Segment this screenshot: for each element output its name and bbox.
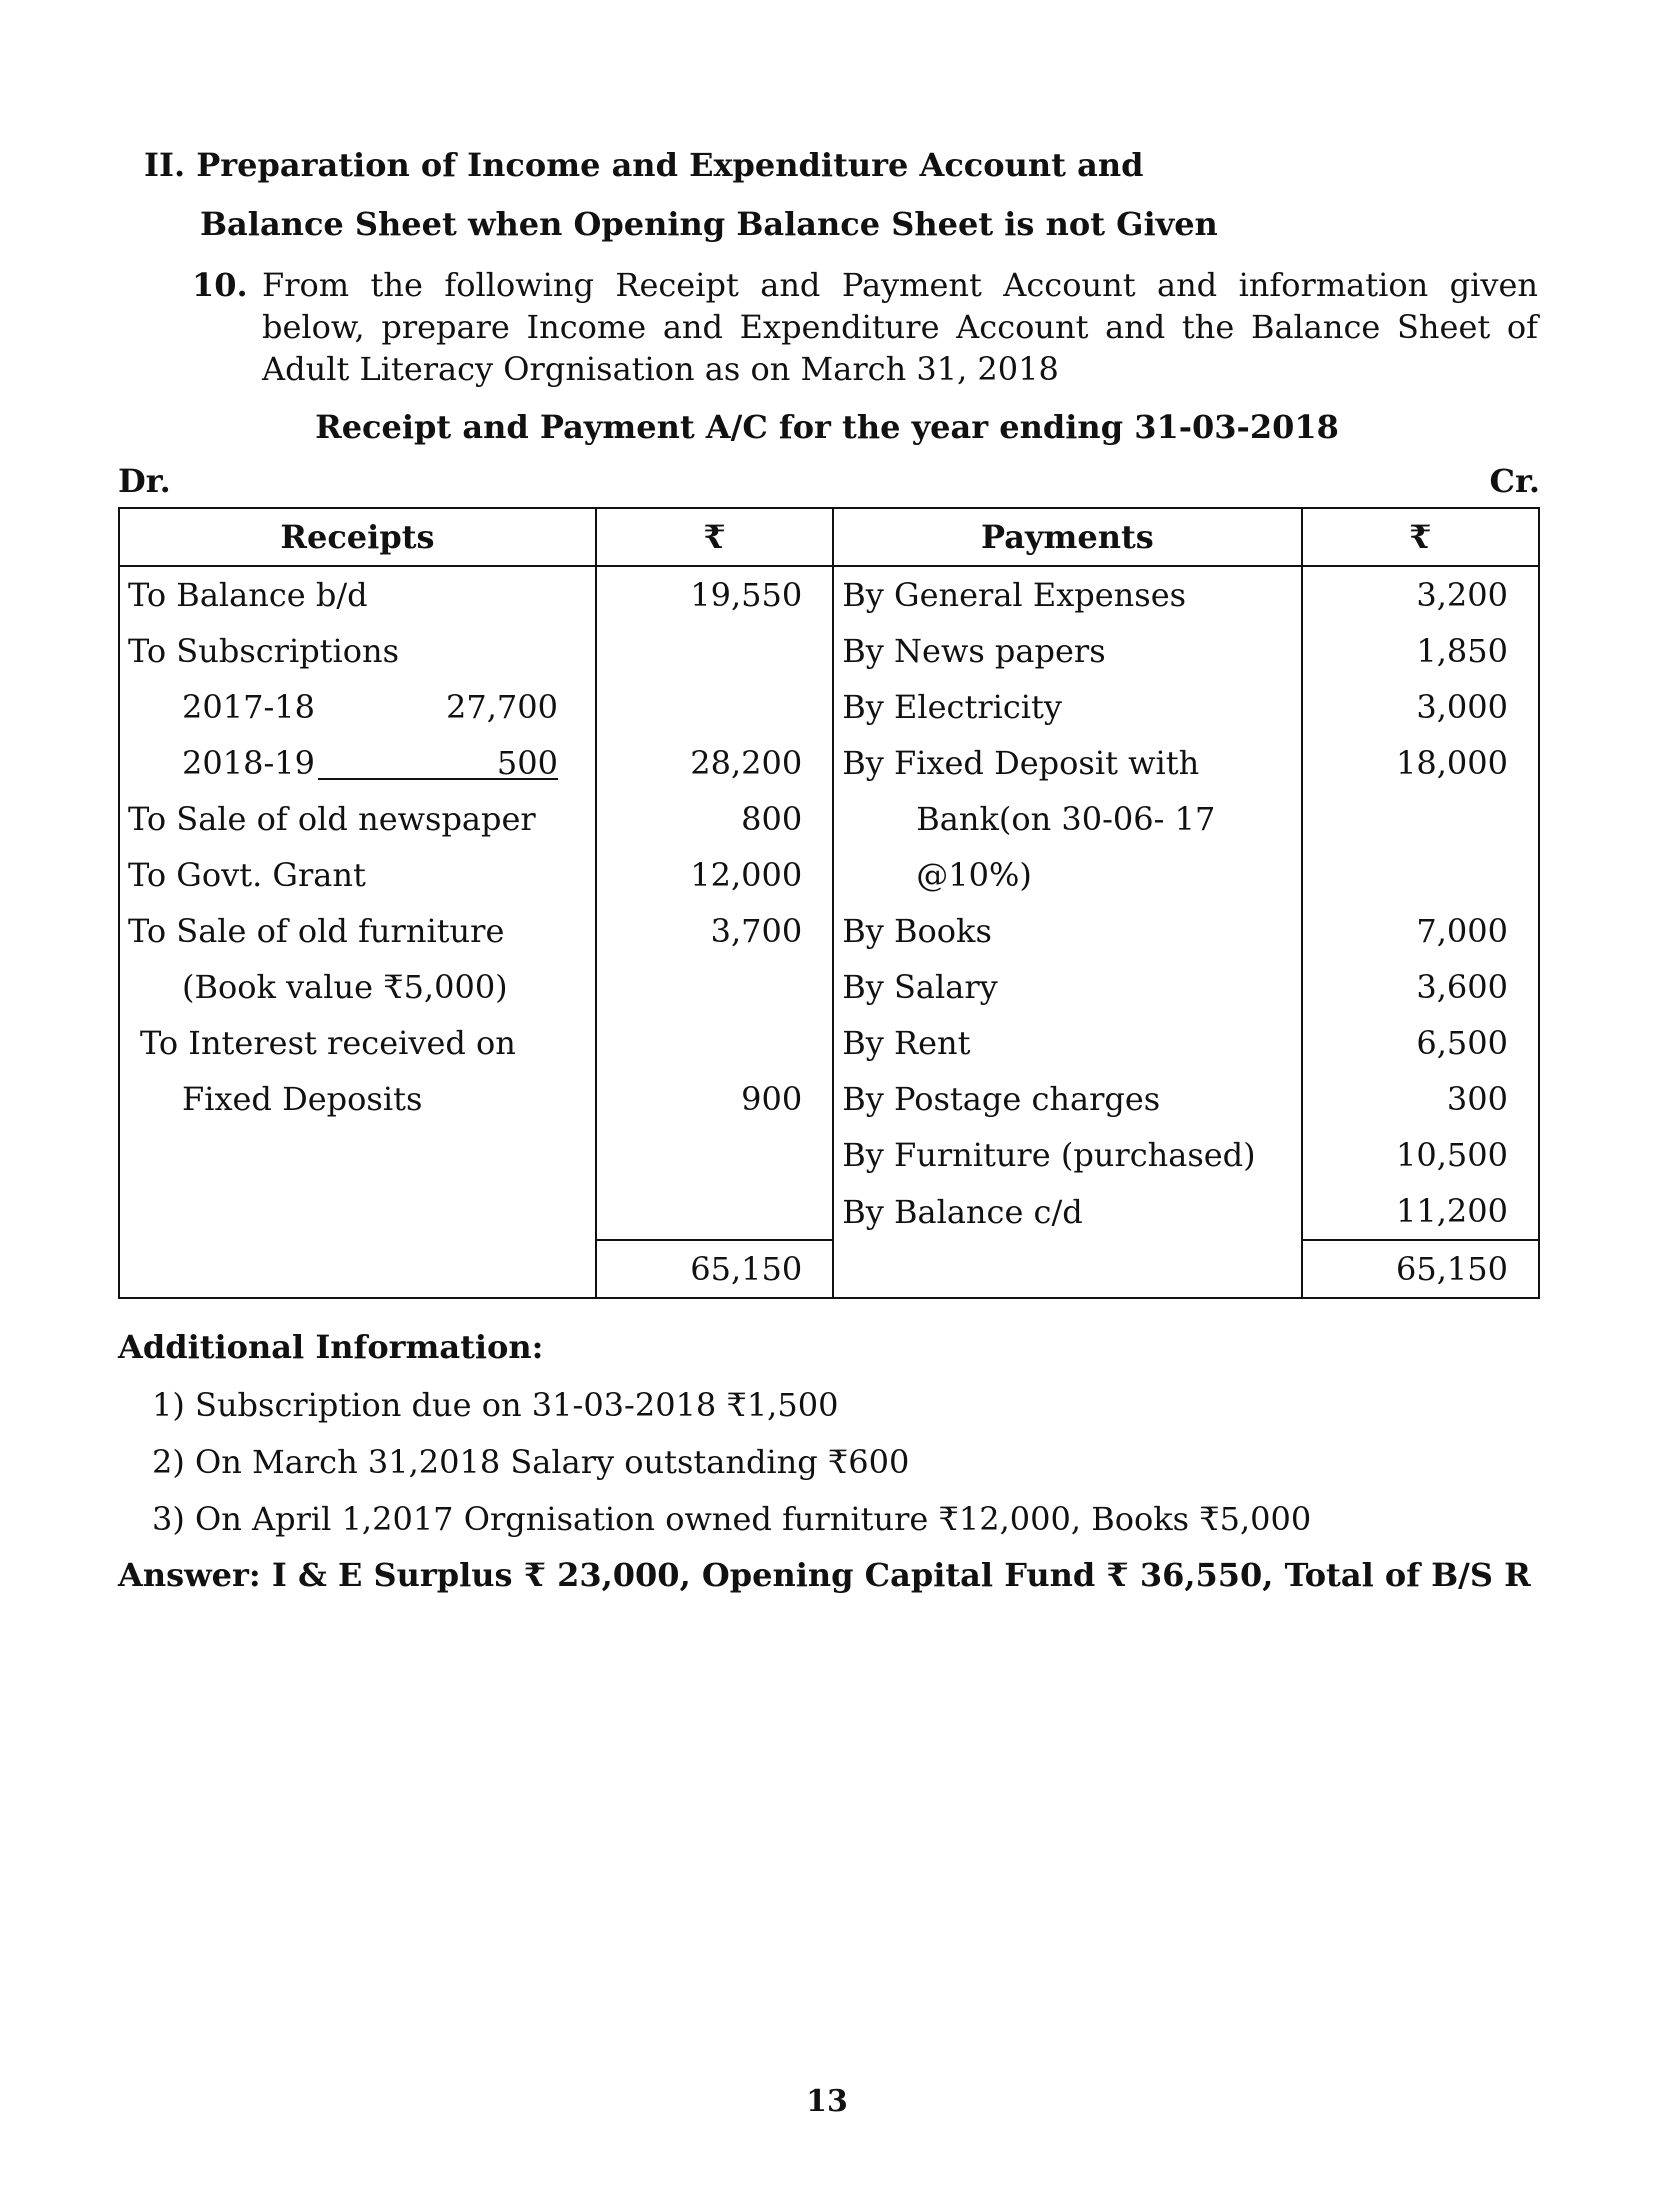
additional-info-heading: Additional Information: [118,1328,544,1366]
payment-item: By News papers [833,623,1301,679]
payment-item: By General Expenses [833,566,1301,623]
table-row [119,1183,1539,1240]
payment-amount: 3,200 [1302,566,1539,623]
additional-info-item: 3) On April 1,2017 Orgnisation owned furniture ₹12,000, Books ₹5,000 [152,1500,1312,1538]
table-row [119,791,1539,847]
receipt-amount: 3,700 [596,903,833,959]
table-row [119,566,1539,623]
table-row [119,959,1539,1015]
payment-amount [1302,791,1539,847]
payment-amount: 1,850 [1302,623,1539,679]
payment-item: Bank(on 30-06- 17 [833,791,1301,847]
answer-line: Answer: I & E Surplus ₹ 23,000, Opening Capital Fund ₹ 36,550, Total of B/S R [118,1556,1531,1594]
receipt-item: (Book value ₹5,000) [119,959,596,1015]
receipt-item [119,1183,596,1240]
table-row [119,1071,1539,1127]
table-caption: Receipt and Payment A/C for the year ending 31-03-2018 [315,408,1339,446]
receipt-amount [596,1015,833,1071]
receipt-amount [596,1127,833,1183]
payment-item: @10%) [833,847,1301,903]
receipt-item: To Govt. Grant [119,847,596,903]
question-number: 10. [192,266,248,304]
receipt-item: To Subscriptions [119,623,596,679]
table-row [119,1015,1539,1071]
payment-amount [1302,847,1539,903]
additional-info-item: 2) On March 31,2018 Salary outstanding ₹600 [152,1443,910,1481]
receipt-payment-table [118,507,1540,1299]
receipt-amount: 900 [596,1071,833,1127]
table-total-row [119,1240,1539,1298]
table-row [119,623,1539,679]
subscription-year: 2017-18 [182,688,315,726]
section-title-line2: Balance Sheet when Opening Balance Sheet is not Given [200,205,1218,243]
subscription-amount: 500 [318,748,558,780]
table-row [119,1127,1539,1183]
payment-amount: 11,200 [1302,1183,1539,1240]
payment-amount: 18,000 [1302,735,1539,791]
receipt-amount: 19,550 [596,566,833,623]
header-amount-payments: ₹ [1302,508,1539,566]
subscription-breakdown [119,735,596,791]
subscription-year: 2018-19 [182,744,315,782]
page-number: 13 [806,2084,848,2119]
question-text: From the following Receipt and Payment Account and information given below, prepare Income and Expenditure Account and the Balance Sheet of Adult Literacy Orgnisation as on March 31, 2018 [262,266,1538,388]
payment-item: By Balance c/d [833,1183,1301,1240]
table-row [119,679,1539,735]
table-row [119,847,1539,903]
credit-label: Cr. [1489,462,1540,500]
debit-label: Dr. [118,462,171,500]
section-title-line1: II. Preparation of Income and Expenditure Account and [144,146,1144,184]
total-spacer-receipts [119,1240,596,1298]
receipt-item: To Sale of old newspaper [119,791,596,847]
payment-amount: 7,000 [1302,903,1539,959]
payment-amount: 6,500 [1302,1015,1539,1071]
payment-item: By Fixed Deposit with [833,735,1301,791]
payment-amount: 3,000 [1302,679,1539,735]
receipt-amount: 800 [596,791,833,847]
header-amount-receipts: ₹ [596,508,833,566]
payment-amount: 3,600 [1302,959,1539,1015]
payment-item: By Salary [833,959,1301,1015]
receipt-amount: 12,000 [596,847,833,903]
payment-item: By Postage charges [833,1071,1301,1127]
receipt-item: Fixed Deposits [119,1071,596,1127]
subscription-breakdown [119,679,596,735]
payment-item: By Rent [833,1015,1301,1071]
additional-info-item: 1) Subscription due on 31-03-2018 ₹1,500 [152,1386,839,1424]
receipt-amount [596,623,833,679]
payment-amount: 10,500 [1302,1127,1539,1183]
receipt-amount [596,959,833,1015]
table-row [119,903,1539,959]
receipt-amount: 28,200 [596,735,833,791]
payment-item: By Furniture (purchased) [833,1127,1301,1183]
receipt-item: To Balance b/d [119,566,596,623]
header-payments: Payments [833,508,1301,566]
receipt-item [119,1127,596,1183]
payment-item: By Books [833,903,1301,959]
total-spacer-payments [833,1240,1301,1298]
subscription-amount: 27,700 [446,688,558,726]
receipt-item: To Interest received on [119,1015,596,1071]
table-header-row [119,508,1539,566]
receipt-amount [596,679,833,735]
receipt-item: To Sale of old furniture [119,903,596,959]
table-row [119,735,1539,791]
payment-item: By Electricity [833,679,1301,735]
total-receipts: 65,150 [596,1240,833,1298]
total-payments: 65,150 [1302,1240,1539,1298]
receipt-amount [596,1183,833,1240]
payment-amount: 300 [1302,1071,1539,1127]
header-receipts: Receipts [119,508,596,566]
